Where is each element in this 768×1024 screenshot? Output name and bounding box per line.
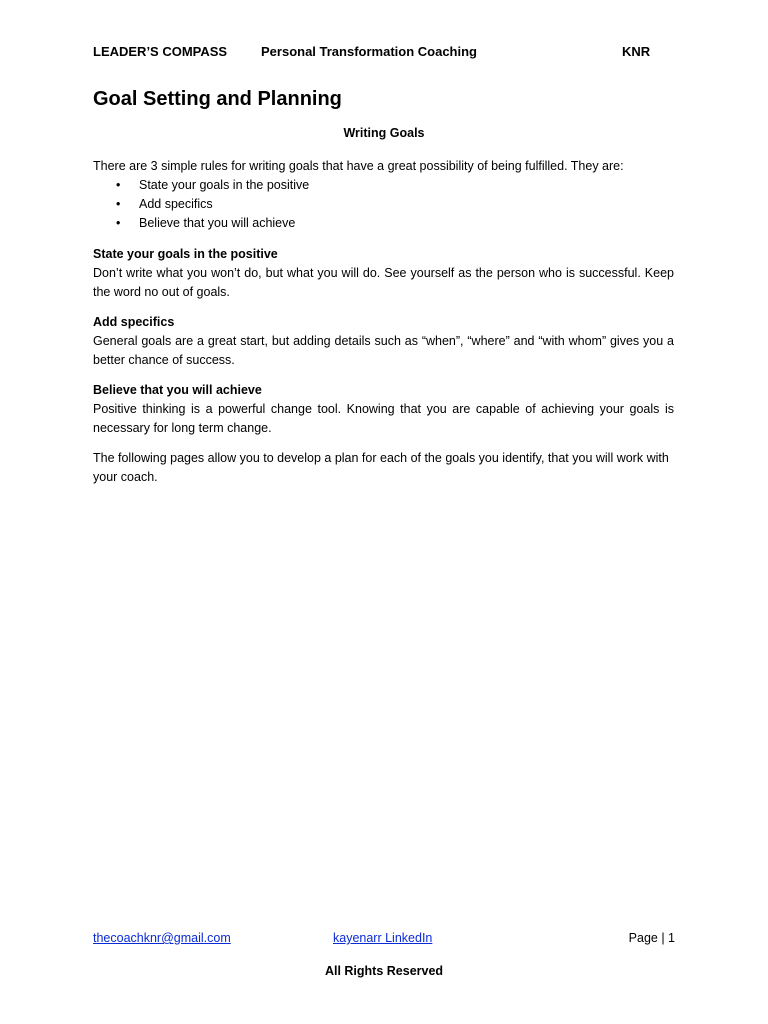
- section-specifics: [93, 313, 674, 370]
- bullet-icon: •: [116, 197, 121, 211]
- page-title: Goal Setting and Planning: [93, 88, 342, 110]
- section-heading: Add specifics: [93, 315, 175, 329]
- linkedin-link[interactable]: kayenarr LinkedIn: [333, 931, 433, 945]
- section-heading: State your goals in the positive: [93, 247, 278, 261]
- page-footer: [93, 931, 675, 949]
- document-body: [93, 157, 674, 487]
- page-header: [93, 44, 675, 62]
- rules-list: [93, 176, 674, 233]
- rule-text: Believe that you will achieve: [139, 216, 296, 230]
- list-item: [93, 214, 674, 233]
- closing-paragraph: The following pages allow you to develop a plan for each of the goals you identify, that you will work with your coach.: [93, 451, 669, 484]
- section-text: General goals are a great start, but adding details such as “when”, “where” and “with whom” gives you a better chance of success.: [93, 334, 674, 367]
- page-number: Page | 1: [628, 931, 675, 945]
- section-text: Positive thinking is a powerful change tool. Knowing that you are capable of achieving your goals is necessary for long term change.: [93, 402, 674, 435]
- section-positive: [93, 245, 674, 302]
- intro-paragraph: There are 3 simple rules for writing goals that have a great possibility of being fulfilled. They are:: [93, 159, 624, 173]
- bullet-icon: •: [116, 178, 121, 192]
- section-heading: Believe that you will achieve: [93, 383, 262, 397]
- list-item: [93, 176, 674, 195]
- email-link[interactable]: thecoachknr@gmail.com: [93, 931, 231, 945]
- rule-text: State your goals in the positive: [139, 178, 310, 192]
- list-item: [93, 195, 674, 214]
- header-program: Personal Transformation Coaching: [261, 44, 477, 59]
- header-brand: LEADER’S COMPASS: [93, 44, 228, 59]
- section-text: Don’t write what you won’t do, but what you will do. See yourself as the person who is successful. Keep the word no out of goals.: [93, 266, 674, 299]
- rights-notice: All Rights Reserved: [324, 964, 444, 978]
- bullet-icon: •: [116, 216, 121, 230]
- header-initials: KNR: [622, 44, 651, 59]
- section-achieve: [93, 381, 674, 438]
- section-subtitle: Writing Goals: [343, 126, 425, 140]
- rule-text: Add specifics: [139, 197, 213, 211]
